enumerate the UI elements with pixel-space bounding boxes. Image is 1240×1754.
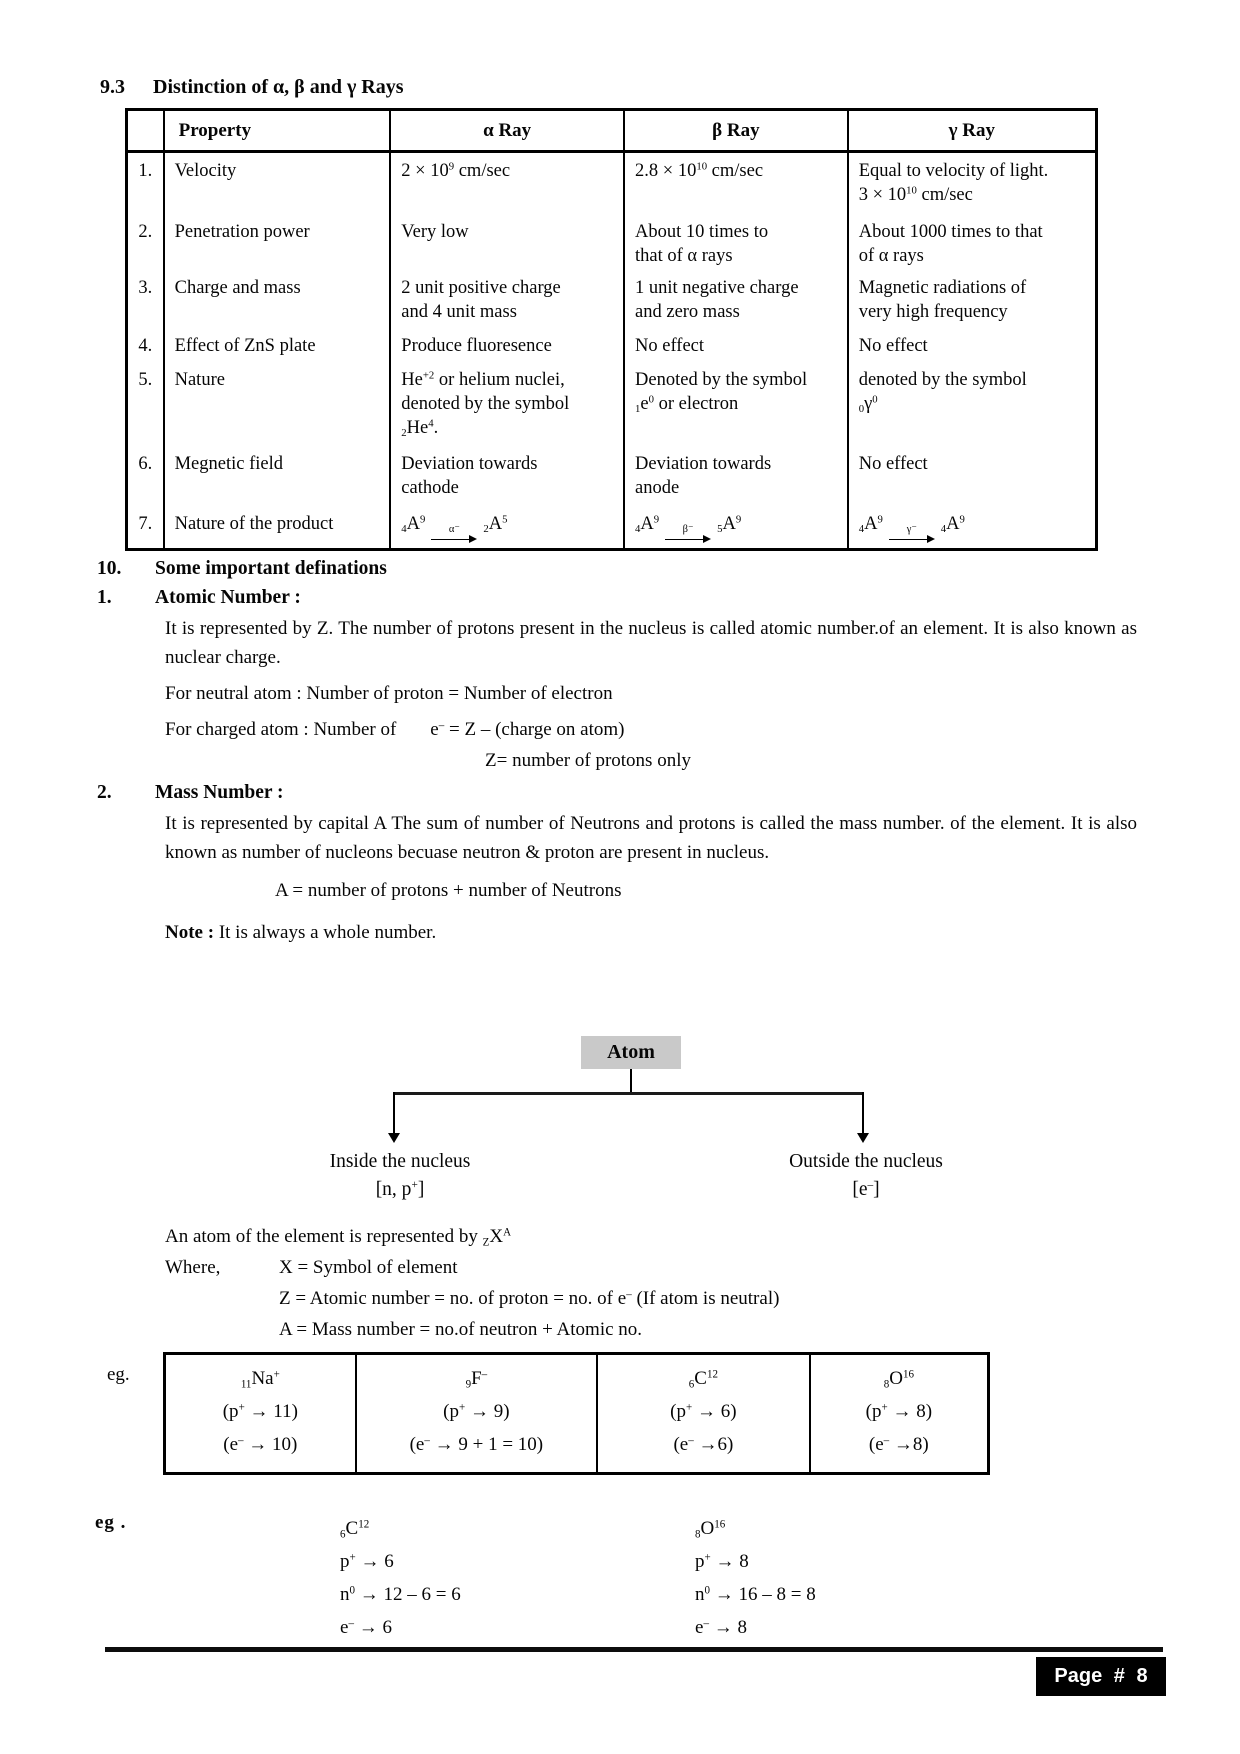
ion-cell-f	[356, 1354, 597, 1474]
ion-symbol: $_9$F–	[465, 1368, 488, 1391]
electron-line: e– → 8	[695, 1617, 747, 1638]
electron-count: (e– →8)	[868, 1434, 929, 1455]
item-number: 1.	[97, 587, 112, 608]
neutron-line: $n^0 \to 16 - 8 = 8$	[695, 1584, 816, 1605]
proton-count: (p+ → 8)	[865, 1401, 933, 1422]
cell-gamma: No effect	[848, 328, 1097, 362]
example-ions-table	[163, 1352, 990, 1475]
cell-property: Megnetic field	[164, 446, 391, 506]
cell-gamma: Equal to velocity of light. $3 \times 10^{10}$ cm/sec	[848, 152, 1097, 214]
tree-right-arrow-line	[862, 1092, 864, 1134]
electron-line: e– → 6	[340, 1617, 392, 1638]
ion-symbol: $_{11}$Na+	[240, 1368, 280, 1391]
x-definition: X = Symbol of element	[279, 1257, 458, 1278]
tree-horizontal-line	[394, 1092, 864, 1095]
example-label: eg.	[107, 1364, 130, 1385]
cell-gamma: denoted by the symbol $_0\gamma^0$	[848, 362, 1097, 446]
cell-alpha: $2 \times 10^9$ cm/sec	[390, 152, 624, 214]
tree-left-arrow-line	[393, 1092, 395, 1134]
electron-count: (e– → 10)	[223, 1434, 298, 1455]
footer-divider	[105, 1647, 1163, 1652]
section-number: 9.3	[100, 76, 125, 98]
atom-representation-block	[90, 1222, 1138, 1345]
row-number: 7.	[138, 513, 153, 534]
cell-property: Nature of the product	[164, 506, 391, 550]
col-header-index	[127, 110, 164, 152]
z-definition: Z = Atomic number = no. of proton = no. of e– (If atom is neutral)	[279, 1288, 780, 1309]
proton-count: (p+ → 11)	[222, 1401, 298, 1422]
cell-beta: No effect	[624, 328, 848, 362]
mass-number-equation: A = number of protons + number of Neutrons	[275, 880, 622, 901]
heading-important-definitions: 10. Some important definations	[97, 558, 387, 579]
cell-beta-reaction: $_4A^9$ β⁻ $_5A^9$	[624, 506, 848, 550]
branch-outside-nucleus	[746, 1148, 986, 1204]
neutron-line: $n^0 \to 12 - 6 = 6$	[340, 1584, 461, 1605]
arrowhead-down-icon	[388, 1133, 400, 1143]
branch-sublabel: [n, p+]	[375, 1179, 425, 1200]
cell-alpha: Deviation towards cathode	[390, 446, 624, 506]
electron-count: (e– → 9 + 1 = 10)	[409, 1434, 544, 1455]
mass-number-paragraph: It is represented by capital A The sum of number of Neutrons and protons is called the mass number. of the element. It is also known as number of nucleons becuase neutron & proton are present in nucleus.	[165, 813, 1137, 863]
oxygen-example-block	[695, 1512, 925, 1644]
ion-cell-na	[165, 1354, 356, 1474]
cell-alpha: $He^{+2}$ or helium nuclei, denoted by the symbol $_2He^4$.	[390, 362, 624, 446]
cell-alpha: 2 unit positive charge and 4 unit mass	[390, 270, 624, 328]
atom-symbol: $_6C^{12}$	[340, 1518, 370, 1541]
charged-atom-equation: e– = Z – (charge on atom)	[430, 719, 625, 740]
cell-beta: Deviation towards anode	[624, 446, 848, 506]
tree-stem-line	[630, 1069, 632, 1092]
heading-mass-number: 2. Mass Number :	[97, 782, 284, 803]
cell-property: Penetration power	[164, 214, 391, 270]
table-row	[127, 506, 1097, 550]
item-number: 2.	[97, 782, 112, 803]
atom-tree-diagram	[0, 1030, 1240, 1225]
cell-beta: Denoted by the symbol $_1e^0$ or electron	[624, 362, 848, 446]
atomic-number-paragraph: It is represented by Z. The number of protons present in the nucleus is called atomic number.of an element. It is also known as nuclear charge.	[165, 618, 1137, 668]
table-row	[127, 214, 1097, 270]
row-number: 3.	[138, 277, 153, 298]
proton-count: (p+ → 6)	[670, 1401, 737, 1422]
cell-alpha: Very low	[390, 214, 624, 270]
cell-property: Effect of ZnS plate	[164, 328, 391, 362]
charged-atom-line: For charged atom : Number of e– = Z – (charge on atom)	[165, 719, 625, 740]
col-header-alpha-ray: α Ray	[390, 110, 624, 152]
example-label: eg .	[95, 1512, 127, 1533]
cell-property: Nature	[164, 362, 391, 446]
proton-count: (p+ → 9)	[443, 1401, 510, 1422]
table-row	[127, 270, 1097, 328]
table-row	[165, 1354, 989, 1474]
heading-number: 10.	[97, 558, 122, 579]
section-title-text: Distinction of α, β and γ Rays	[153, 76, 404, 98]
row-number: 5.	[138, 369, 153, 390]
col-header-beta-ray: β Ray	[624, 110, 848, 152]
atom-root-node: Atom	[581, 1036, 681, 1069]
section-title	[100, 76, 1138, 99]
cell-gamma: Magnetic radiations of very high frequency	[848, 270, 1097, 328]
col-header-property: Property	[164, 110, 391, 152]
row-number: 4.	[138, 335, 153, 356]
example-ions-section	[90, 1352, 990, 1475]
cell-gamma: No effect	[848, 446, 1097, 506]
cell-property: Velocity	[164, 152, 391, 214]
row-number: 1.	[138, 161, 153, 181]
cell-alpha-reaction: $_4A^9$ α⁻ $_2A^5$	[390, 506, 624, 550]
where-label: Where,	[165, 1257, 221, 1278]
table-row	[127, 152, 1097, 214]
table-row	[127, 328, 1097, 362]
cell-beta: $2.8 \times 10^{10}$ cm/sec	[624, 152, 848, 214]
page-number-badge: Page # 8	[1036, 1657, 1166, 1696]
where-row	[165, 1252, 1138, 1283]
branch-label: Inside the nucleus	[329, 1151, 471, 1172]
ion-cell-o	[810, 1354, 989, 1474]
col-header-gamma-ray: γ Ray	[848, 110, 1097, 152]
branch-inside-nucleus	[280, 1148, 520, 1204]
branch-sublabel: [e–]	[852, 1179, 880, 1200]
ion-symbol: $_6C^{12}$	[688, 1368, 718, 1391]
cell-property: Charge and mass	[164, 270, 391, 328]
note-label: Note :	[165, 922, 215, 943]
proton-line: p+ → 8	[695, 1551, 749, 1572]
table-row	[127, 446, 1097, 506]
proton-line: p+ → 6	[340, 1551, 394, 1572]
top-content	[90, 76, 1138, 944]
z-protons-line: Z= number of protons only	[485, 750, 691, 771]
cell-gamma: About 1000 times to that of α rays	[848, 214, 1097, 270]
ion-symbol: $_8O^{16}$	[883, 1368, 914, 1391]
branch-label: Outside the nucleus	[789, 1151, 943, 1172]
neutral-atom-line: For neutral atom : Number of proton = Number of electron	[165, 683, 613, 704]
arrowhead-down-icon	[857, 1133, 869, 1143]
table-header-row	[127, 110, 1097, 152]
carbon-example-block	[340, 1512, 570, 1644]
example-atoms-section	[90, 1512, 925, 1644]
atom-symbol: $_8O^{16}$	[695, 1518, 726, 1541]
cell-gamma-reaction: $_4A^9$ γ⁻ $_4A^9$	[848, 506, 1097, 550]
cell-beta: 1 unit negative charge and zero mass	[624, 270, 848, 328]
rays-comparison-table	[125, 108, 1098, 551]
row-number: 2.	[138, 221, 153, 242]
row-number: 6.	[138, 453, 153, 474]
electron-count: (e– →6)	[673, 1434, 734, 1455]
cell-beta: About 10 times to that of α rays	[624, 214, 848, 270]
note-line: Note : It is always a whole number.	[165, 922, 437, 943]
heading-atomic-number: 1. Atomic Number :	[97, 587, 301, 608]
representation-intro: An atom of the element is represented by $_ZX^A$	[165, 1226, 512, 1249]
cell-alpha: Produce fluoresence	[390, 328, 624, 362]
ion-cell-c	[597, 1354, 810, 1474]
table-row	[127, 362, 1097, 446]
a-definition: A = Mass number = no.of neutron + Atomic no.	[279, 1319, 643, 1340]
